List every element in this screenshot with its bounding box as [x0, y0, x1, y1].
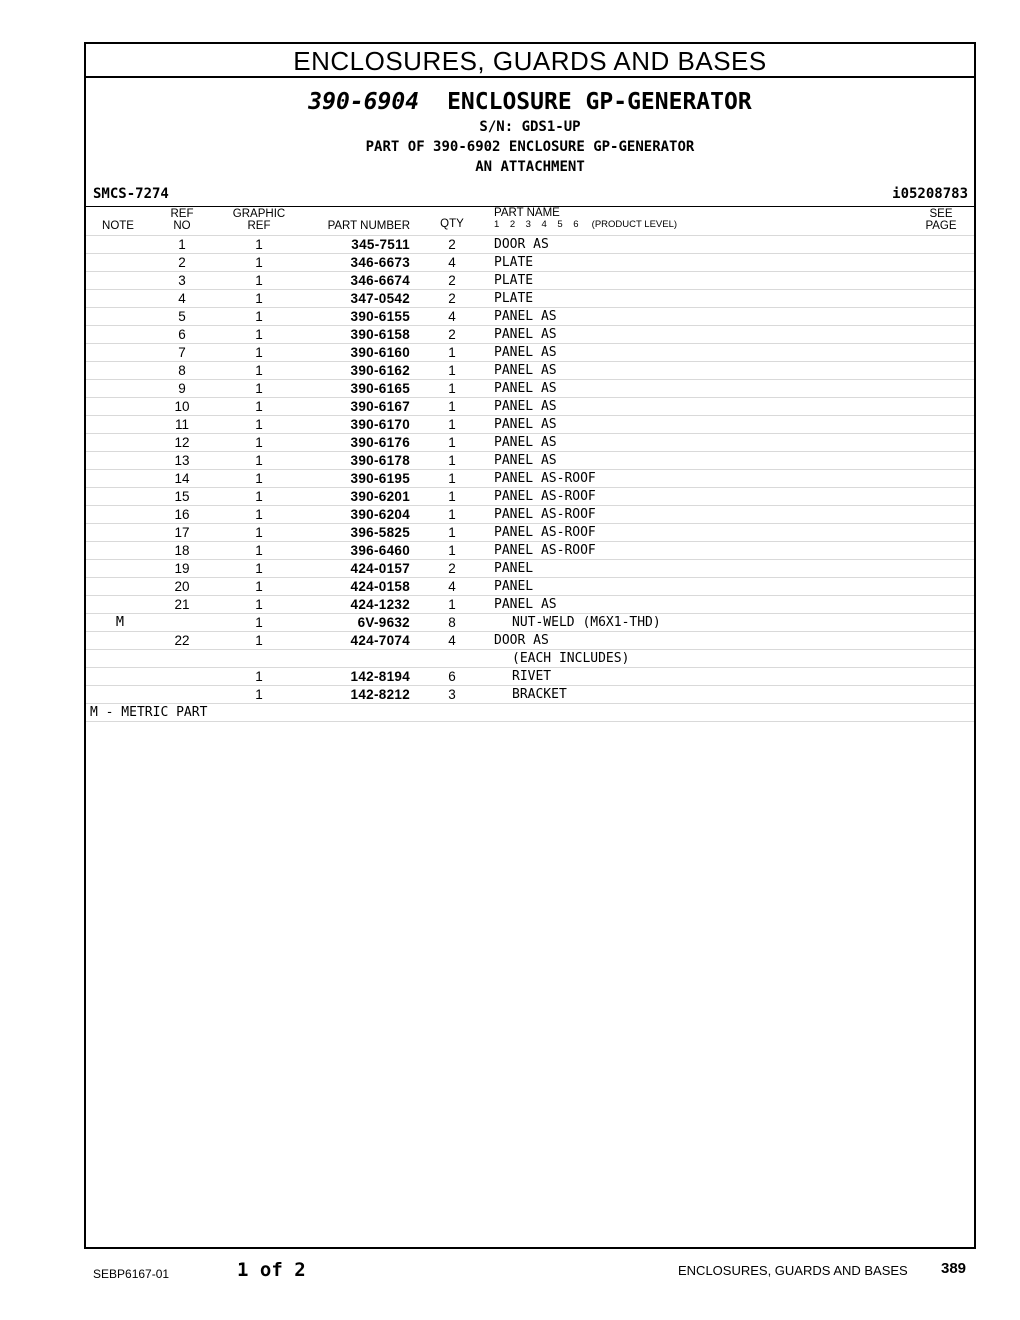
illustration-id: i05208783: [892, 186, 968, 202]
table-row: [86, 470, 974, 488]
part-number-cell: 390-6204: [350, 507, 410, 522]
part-name-cell: PANEL: [494, 579, 534, 594]
part-name-title: ENCLOSURE GP-GENERATOR: [447, 89, 752, 115]
graphic-ref-cell: 1: [255, 615, 263, 630]
table-row: [86, 524, 974, 542]
part-name-cell: DOOR AS: [494, 633, 549, 648]
serial-number: S/N: GDS1-UP: [479, 119, 581, 135]
qty-cell: 1: [448, 453, 456, 468]
graphic-ref-cell: 1: [255, 327, 263, 342]
ref-no-cell: 15: [174, 489, 190, 504]
col-part-number: PART NUMBER: [327, 220, 410, 232]
part-name-cell: PANEL AS-ROOF: [494, 507, 596, 522]
part-name-cell: PANEL AS-ROOF: [494, 543, 596, 558]
part-name-cell: PANEL AS-ROOF: [494, 525, 596, 540]
page-of-count: 1 of 2: [237, 1259, 306, 1281]
table-row: [86, 542, 974, 560]
graphic-ref-cell: 1: [255, 453, 263, 468]
part-of-line: PART OF 390-6902 ENCLOSURE GP-GENERATOR: [365, 139, 695, 155]
part-number-cell: 390-6165: [350, 381, 410, 396]
part-number-cell: 390-6167: [350, 399, 410, 414]
part-name-cell: RIVET: [512, 669, 552, 684]
part-name-cell: NUT-WELD (M6X1-THD): [512, 615, 661, 630]
part-name-cell: PANEL: [494, 561, 534, 576]
col-see-top: SEE: [929, 208, 953, 220]
ref-no-cell: 5: [178, 309, 186, 324]
qty-cell: 2: [448, 561, 456, 576]
ref-no-cell: 3: [178, 273, 186, 288]
qty-cell: 1: [448, 435, 456, 450]
ref-no-cell: 12: [174, 435, 190, 450]
col-ref-top: REF: [170, 208, 194, 220]
part-name-cell: BRACKET: [512, 687, 567, 702]
qty-cell: 1: [448, 381, 456, 396]
graphic-ref-cell: 1: [255, 525, 263, 540]
page-footer: [0, 1256, 1020, 1286]
part-name-cell: PLATE: [494, 273, 534, 288]
qty-cell: 1: [448, 597, 456, 612]
part-number-cell: 390-6195: [350, 471, 410, 486]
qty-cell: 3: [448, 687, 456, 702]
part-number-cell: 390-6176: [350, 435, 410, 450]
table-row: [86, 344, 974, 362]
qty-cell: 2: [448, 327, 456, 342]
ref-no-cell: 21: [174, 597, 190, 612]
table-row: [86, 578, 974, 596]
col-ref-bottom: NO: [173, 220, 191, 232]
qty-cell: 1: [448, 525, 456, 540]
ref-no-cell: 6: [178, 327, 186, 342]
ref-no-cell: 17: [174, 525, 190, 540]
graphic-ref-cell: 1: [255, 309, 263, 324]
table-row: [86, 632, 974, 650]
table-row: [86, 235, 974, 254]
part-header: [86, 87, 974, 177]
graphic-ref-cell: 1: [255, 435, 263, 450]
table-row: [86, 506, 974, 524]
graphic-ref-cell: 1: [255, 633, 263, 648]
graphic-ref-cell: 1: [255, 669, 263, 684]
table-row: [86, 596, 974, 614]
part-name-cell: PANEL AS: [494, 345, 557, 360]
part-number-cell: 396-6460: [350, 543, 410, 558]
part-number-cell: 345-7511: [351, 237, 410, 252]
part-number-cell: 390-6162: [350, 363, 410, 378]
qty-cell: 4: [448, 579, 456, 594]
part-name-cell: PANEL AS: [494, 327, 557, 342]
part-number-cell: 396-5825: [350, 525, 410, 540]
col-graphic-top: GRAPHIC: [232, 208, 286, 220]
part-number-cell: 347-0542: [350, 291, 410, 306]
document-id: SEBP6167-01: [93, 1267, 170, 1281]
ref-no-cell: 11: [174, 417, 189, 432]
part-number-cell: 390-6158: [350, 327, 410, 342]
table-row: [86, 380, 974, 398]
ref-no-cell: 9: [178, 381, 186, 396]
ref-no-cell: 14: [174, 471, 190, 486]
part-number-cell: 142-8194: [350, 669, 410, 684]
part-name-cell: PANEL AS: [494, 597, 557, 612]
col-product-level: 1 2 3 4 5 6 (PRODUCT LEVEL): [494, 219, 678, 230]
graphic-ref-cell: 1: [255, 597, 263, 612]
part-number-cell: 424-0157: [350, 561, 410, 576]
graphic-ref-cell: 1: [255, 237, 263, 252]
graphic-ref-cell: 1: [255, 291, 263, 306]
part-number-cell: 424-1232: [350, 597, 410, 612]
qty-cell: 1: [448, 345, 456, 360]
graphic-ref-cell: 1: [255, 399, 263, 414]
qty-cell: 1: [448, 543, 456, 558]
metric-footnote: M - METRIC PART: [86, 704, 974, 722]
part-name-cell: PANEL AS-ROOF: [494, 489, 596, 504]
graphic-ref-cell: 1: [255, 561, 263, 576]
table-row: [86, 686, 974, 704]
ref-no-cell: 19: [174, 561, 190, 576]
part-number-cell: 142-8212: [350, 687, 410, 702]
graphic-ref-cell: 1: [255, 255, 263, 270]
attachment-line: AN ATTACHMENT: [475, 159, 585, 175]
qty-cell: 1: [448, 507, 456, 522]
col-see-bottom: PAGE: [925, 220, 957, 232]
ref-no-cell: 18: [174, 543, 190, 558]
table-row: [86, 452, 974, 470]
qty-cell: 4: [448, 633, 456, 648]
graphic-ref-cell: 1: [255, 579, 263, 594]
part-number-cell: 424-0158: [350, 579, 410, 594]
graphic-ref-cell: 1: [255, 363, 263, 378]
qty-cell: 1: [448, 399, 456, 414]
part-number-cell: 390-6160: [350, 345, 410, 360]
qty-cell: 2: [448, 237, 456, 252]
part-number-cell: 390-6178: [350, 453, 410, 468]
part-name-cell: PANEL AS: [494, 381, 557, 396]
part-name-cell: PANEL AS: [494, 453, 557, 468]
smcs-code: SMCS-7274: [93, 186, 169, 202]
ref-no-cell: 13: [174, 453, 190, 468]
table-row: [86, 668, 974, 686]
table-row: [86, 290, 974, 308]
graphic-ref-cell: 1: [255, 273, 263, 288]
qty-cell: 8: [448, 615, 456, 630]
table-row: [86, 416, 974, 434]
qty-cell: 2: [448, 291, 456, 306]
note-cell: M: [115, 614, 125, 630]
table-row: [86, 398, 974, 416]
table-row: [86, 308, 974, 326]
graphic-ref-cell: 1: [255, 489, 263, 504]
part-number-cell: 390-6170: [350, 417, 410, 432]
id-line: [86, 184, 974, 206]
ref-no-cell: 4: [178, 291, 186, 306]
parts-table: [86, 235, 974, 704]
ref-no-cell: 22: [174, 633, 190, 648]
graphic-ref-cell: 1: [255, 417, 263, 432]
page-frame: [84, 42, 976, 1249]
table-row: [86, 560, 974, 578]
part-number-title: 390-6904: [308, 89, 420, 115]
qty-cell: 1: [448, 363, 456, 378]
qty-cell: 1: [448, 489, 456, 504]
qty-cell: 4: [448, 309, 456, 324]
ref-no-cell: 10: [174, 399, 190, 414]
part-name-cell: PLATE: [494, 291, 534, 306]
qty-cell: 1: [448, 417, 456, 432]
qty-cell: 4: [448, 255, 456, 270]
part-name-cell: (EACH INCLUDES): [512, 651, 630, 666]
part-number-cell: 424-7074: [350, 633, 410, 648]
part-name-cell: DOOR AS: [494, 237, 549, 252]
table-row: [86, 326, 974, 344]
table-row: [86, 488, 974, 506]
graphic-ref-cell: 1: [255, 471, 263, 486]
graphic-ref-cell: 1: [255, 687, 263, 702]
part-name-cell: PANEL AS-ROOF: [494, 471, 596, 486]
part-number-cell: 390-6155: [350, 309, 410, 324]
table-row: [86, 272, 974, 290]
part-number-cell: 346-6674: [350, 273, 410, 288]
part-name-cell: PANEL AS: [494, 309, 557, 324]
part-number-cell: 390-6201: [350, 489, 410, 504]
ref-no-cell: 2: [178, 255, 186, 270]
qty-cell: 6: [448, 669, 456, 684]
section-title: ENCLOSURES, GUARDS AND BASES: [86, 44, 974, 78]
ref-no-cell: 20: [174, 579, 190, 594]
part-name-cell: PANEL AS: [494, 435, 557, 450]
part-name-cell: PLATE: [494, 255, 534, 270]
part-number-cell: 346-6673: [350, 255, 410, 270]
table-row: [86, 254, 974, 272]
col-graphic-bottom: REF: [247, 220, 271, 232]
table-row: [86, 362, 974, 380]
qty-cell: 1: [448, 471, 456, 486]
table-row: [86, 434, 974, 452]
qty-cell: 2: [448, 273, 456, 288]
graphic-ref-cell: 1: [255, 507, 263, 522]
graphic-ref-cell: 1: [255, 543, 263, 558]
graphic-ref-cell: 1: [255, 381, 263, 396]
part-name-cell: PANEL AS: [494, 363, 557, 378]
ref-no-cell: 7: [178, 345, 186, 360]
part-name-cell: PANEL AS: [494, 417, 557, 432]
col-part-name: PART NAME: [494, 207, 560, 219]
ref-no-cell: 8: [178, 363, 186, 378]
ref-no-cell: 16: [174, 507, 190, 522]
ref-no-cell: 1: [178, 237, 186, 252]
col-note: NOTE: [102, 220, 134, 232]
page-number: 389: [941, 1260, 967, 1277]
part-number-cell: 6V-9632: [357, 615, 410, 630]
table-row: [86, 650, 974, 668]
part-name-cell: PANEL AS: [494, 399, 557, 414]
col-qty: QTY: [440, 218, 464, 230]
column-headers: [86, 206, 974, 235]
footer-section-title: ENCLOSURES, GUARDS AND BASES: [678, 1263, 908, 1278]
graphic-ref-cell: 1: [255, 345, 263, 360]
table-row: [86, 614, 974, 632]
part-title: [86, 87, 974, 117]
